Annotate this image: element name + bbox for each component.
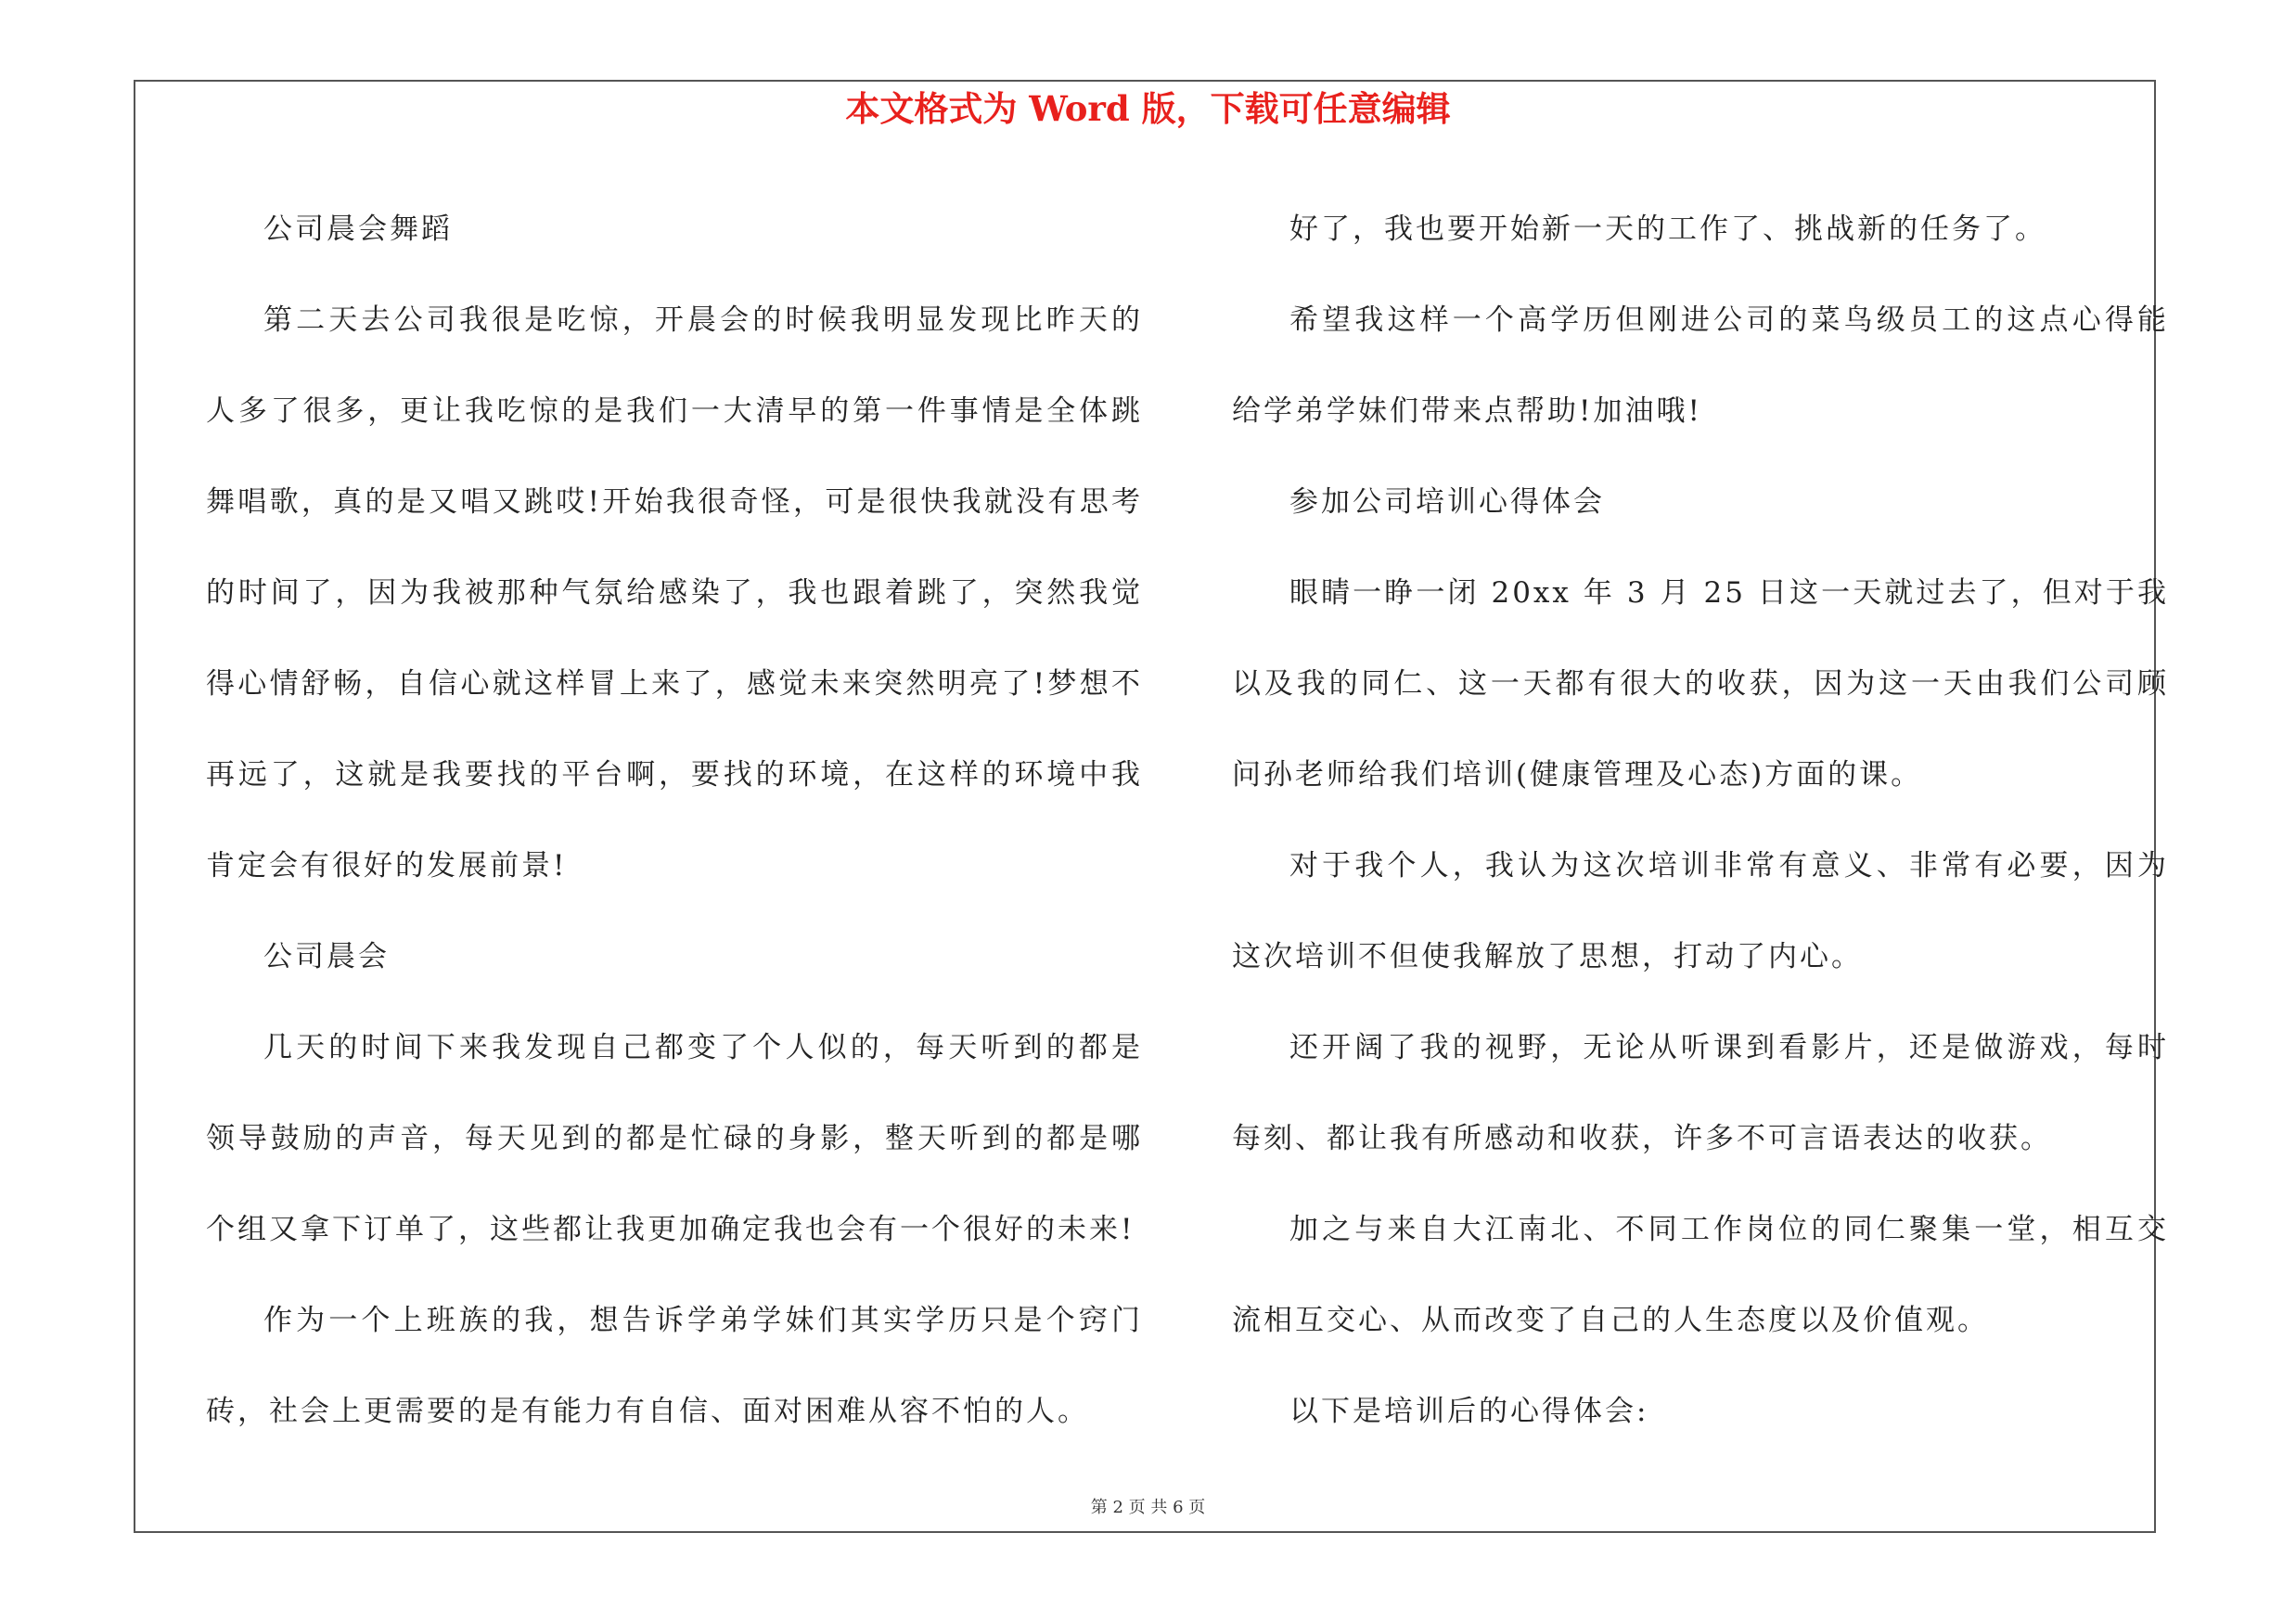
body-paragraph: 希望我这样一个高学历但刚进公司的菜鸟级员工的这点心得能给学弟学妹们带来点帮助!加油哦! — [1232, 303, 2169, 428]
section-heading: 公司晨会 — [263, 940, 390, 973]
page-number: 第 2 页 共 6 页 — [1090, 1498, 1206, 1517]
header-banner: 本文格式为 Word 版，下载可任意编辑 — [845, 88, 1451, 129]
body-paragraph: 好了，我也要开始新一天的工作了、挑战新的任务了。 — [1289, 213, 2046, 246]
section-heading: 参加公司培训心得体会 — [1289, 485, 1605, 519]
body-paragraph: 对于我个人，我认为这次培训非常有意义、非常有必要，因为这次培训不但使我解放了思想，打动了内心。 — [1232, 849, 2169, 973]
body-paragraph: 几天的时间下来我发现自己都变了个人似的，每天听到的都是领导鼓励的声音，每天见到的都是忙碌的身影，整天听到的都是哪个组又拿下订单了，这些都让我更加确定我也会有一个很好的未来! — [206, 1031, 1143, 1246]
section-heading: 公司晨会舞蹈 — [263, 213, 453, 246]
right-column — [1232, 184, 2169, 1457]
left-column — [206, 184, 1143, 1457]
body-paragraph: 加之与来自大江南北、不同工作岗位的同仁聚集一堂，相互交流相互交心、从而改变了自己的人生态度以及价值观。 — [1232, 1213, 2169, 1337]
body-paragraph: 眼睛一睁一闭 20xx 年 3 月 25 日这一天就过去了，但对于我以及我的同仁、这一天都有很大的收获，因为这一天由我们公司顾问孙老师给我们培训(健康管理及心态)方面的课。 — [1232, 576, 2169, 792]
body-paragraph: 以下是培训后的心得体会: — [1289, 1395, 1649, 1428]
body-paragraph: 第二天去公司我很是吃惊，开晨会的时候我明显发现比昨天的人多了很多，更让我吃惊的是我们一大清早的第一件事情是全体跳舞唱歌，真的是又唱又跳哎!开始我很奇怪，可是很快我就没有思考的时间了，因为我被那种气氛给感染了，我也跟着跳了，突然我觉得心情舒畅，自信心就这样冒上来了，感觉未来突然明亮了!梦想不再远了，这就是我要找的平台啊，要找的环境，在这样的环境中我肯定会有很好的发展前景! — [206, 303, 1143, 882]
body-paragraph: 作为一个上班族的我，想告诉学弟学妹们其实学历只是个窍门砖，社会上更需要的是有能力有自信、面对困难从容不怕的人。 — [206, 1304, 1143, 1428]
body-paragraph: 还开阔了我的视野，无论从听课到看影片，还是做游戏，每时每刻、都让我有所感动和收获，许多不可言语表达的收获。 — [1232, 1031, 2169, 1155]
